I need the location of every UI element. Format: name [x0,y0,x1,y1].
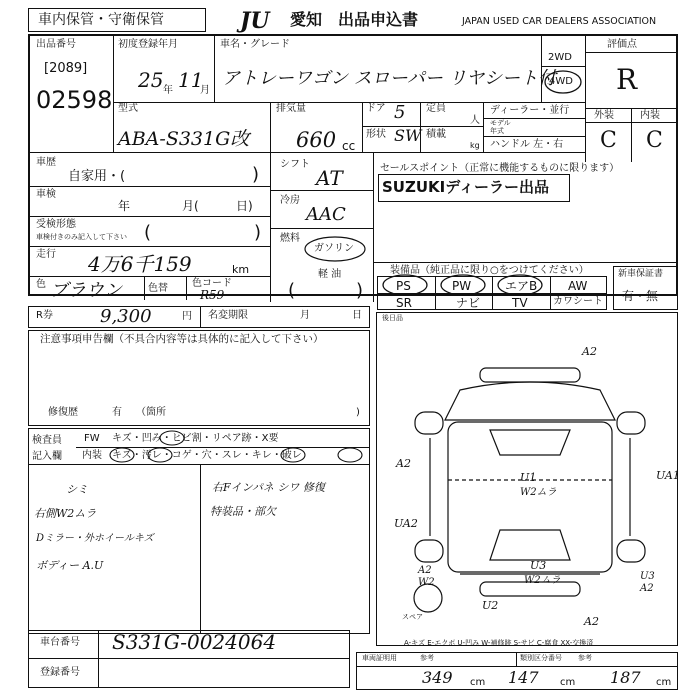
rear-box [376,312,678,326]
aircon-value: AAC [306,204,346,225]
exterior-label: 外装 [594,110,614,121]
mileage-unit: km [232,263,250,276]
form-title: 出品申込書 [338,10,419,29]
equipment-item-tv: TV [512,296,528,310]
door-value: 5 [394,102,406,123]
mark-a2-right: A2 [640,583,654,594]
mark-u3-right: U3 [640,571,655,582]
shape-label: 形状 [366,129,386,140]
color-change-label: 色替 [148,283,168,294]
car-name-value: アトレーワゴン スローパー リヤシート付 [222,68,557,89]
fuel-label: 燃料 [280,233,300,244]
inspector-circles [110,430,370,466]
mark-a2-top: A2 [582,345,597,358]
car-name-label: 車名・グレード [220,39,290,50]
bottom-right-label2: 類別区分番号 [520,654,562,662]
mark-u2: U2 [482,599,499,612]
repair-value: 有 [112,407,122,418]
load-label: 積載 [426,129,446,140]
capacity-label: 定員 [426,103,446,114]
bottom-right-v2: 147 [508,668,539,687]
drive-4wd-circle [541,67,585,99]
warranty-value: 有・無 [622,289,659,303]
reg-number-label: 登録番号 [40,667,80,678]
spare-label: スペア [402,613,423,621]
load-unit: kg [470,141,480,150]
drive-4wd: 4WD [549,76,573,87]
selling-points-label: セールスポイント（正常に機能するものに限ります） [380,163,620,174]
color-value: ブラウン [50,280,122,301]
mark-ua1: UA1 [656,469,680,482]
fuel-gasoline-circle [302,236,372,264]
equipment-item-aw: AW [568,279,588,293]
color-code-value: R59 [200,288,225,302]
dealer-row2b: 年式 [490,127,504,135]
equipment-circles [377,274,557,298]
repair-close: ) [356,407,360,418]
name-change-day: 日 [352,310,362,321]
registration-year: 25 [138,68,164,92]
lot-code: [2089] [44,61,88,76]
diagram-legend: A-キズ E-エクボ U-凹み W-補修跡 S-サビ C-腐食 XX-交換済 [404,639,594,647]
reception-paren-open: ( [144,222,152,243]
inspection-month: 月( [182,199,199,213]
exterior-value: C [600,128,617,153]
ju-logo-mark: JU [240,8,270,34]
fuel-paren-close: ) [356,280,364,301]
reception-label: 受検形態 [36,219,76,230]
inspector-label1: 検査員 [32,435,62,446]
registration-label: 初度登録年月 [118,39,178,50]
equipment-item-sr: SR [396,296,412,310]
inspection-year: 年 [118,199,131,213]
chassis-label: 車台番号 [40,637,80,648]
dealer-row1: ディーラー・並行 [490,105,570,116]
notice-label: 注意事項申告欄（不具合内容等は具体的に記入して下さい） [40,333,324,345]
note-line-3: 右側W2ムラ [34,507,97,520]
bottom-right-v3: 187 [610,668,641,687]
recycle-unit: 円 [182,311,192,322]
dealer-row3: ハンドル 左・右 [490,139,564,150]
fuel-diesel: 軽 油 [318,269,342,280]
grade-label: 評価点 [607,39,637,50]
inspection-label: 車検 [36,189,56,200]
registration-month-suffix: 月 [200,85,210,96]
reception-note: 車検付きのみ記入して下さい [36,233,127,241]
inspector-row2: キズ・汚レ・コゲ・穴・スレ・キレ・破レ [112,450,302,461]
inspection-day: 日) [236,199,253,213]
note-line-2: 右Fインパネ シワ 修復 [212,481,325,494]
mark-w2-lowleft: W2 [418,577,435,588]
mileage-label: 走行 [36,249,56,260]
model-label: 型式 [118,103,138,114]
selling-points-value: SUZUKIディーラー出品 [382,178,550,196]
interior-value: C [646,128,663,153]
association-label: JAPAN USED CAR DEALERS ASSOCIATION [462,16,657,27]
aircon-label: 冷房 [280,195,300,206]
name-change-label: 名変期限 [208,310,248,321]
dealer-row2a: モデル [490,119,511,127]
storage-label: 車内保管・守衛保管 [38,12,164,28]
displacement-value: 660 [296,128,337,152]
mark-w2-lower: W2ムラ [524,575,561,586]
rear-label: 後日品 [382,314,403,322]
inspector-row2-head: 内装 [82,450,102,461]
note-line-4: 特装品・部欠 [210,505,276,518]
recycle-value: 9,300 [100,306,152,327]
mark-a2-bottom: A2 [584,615,599,628]
door-label: ドア [366,103,386,114]
capacity-unit: 人 [470,115,480,126]
ju-logo [240,8,288,32]
inspector-row1-head: FW [84,433,100,444]
history-close: ) [252,164,260,185]
equipment-item-kawa: カワシート [553,296,603,307]
history-label: 車歴 [36,157,56,168]
mark-u1: U1 [520,471,537,484]
displacement-label: 排気量 [276,103,306,114]
grade-value: R [616,63,638,96]
mark-ua2: UA2 [394,517,418,530]
lot-number: 02598 [36,86,113,114]
mark-a2-left: A2 [396,457,411,470]
note-line-5: Dミラー・外ホイールキズ [36,533,154,544]
inspector-label2: 記入欄 [32,451,62,462]
mileage-value: 4万6千159 [88,252,192,276]
interior-label: 内装 [640,110,660,121]
registration-year-suffix: 年 [163,85,173,96]
note-line-6: ボディー A.U [36,559,104,572]
history-value: 自家用・( [68,169,126,184]
drive-2wd: 2WD [548,52,572,63]
shift-value: AT [316,166,343,190]
chassis-value: S331G-0024064 [112,630,277,654]
recycle-box [28,306,370,328]
mark-u3-centre: U3 [530,559,547,572]
repair-label: 修復歴 [48,407,78,418]
fuel-paren-open: ( [288,280,296,301]
inspector-row1: キズ・凹み・ヒビ割・リペア跡・X要 [112,433,279,444]
shift-label: シフト [280,159,310,170]
equipment-item-navi: ナビ [456,296,481,310]
bottom-right-label1b: 参考 [420,654,434,662]
equipment-item-ps: PS [396,279,411,293]
recycle-label: R券 [36,310,53,321]
name-change-month: 月 [300,310,310,321]
fuel-gasoline: ガソリン [314,243,354,254]
equipment-item-airbag: エアB [505,279,538,293]
equipment-label: 装備品（純正品に限り○をつけてください） [390,265,589,276]
reception-paren-close: ) [254,222,262,243]
displacement-unit: cc [342,139,356,153]
registration-month: 11 [178,68,204,92]
bottom-right-label1: 車両証明用 [362,654,397,662]
color-label: 色 [36,279,46,290]
model-value: ABA-S331G改 [118,128,250,150]
color-code-label: 色コード [192,278,232,289]
lot-label: 出品番号 [36,39,76,50]
mark-w2-upper: W2ムラ [520,487,557,498]
note-line-1: シミ [66,483,88,496]
brand-label: 愛知 [290,10,323,29]
shape-value: SW [394,126,422,145]
warranty-label: 新車保証書 [618,269,664,279]
bottom-right-label2b: 参考 [578,654,592,662]
bottom-right-u2: cm [560,677,576,688]
repair-place: （箇所 [136,407,166,418]
equipment-item-pw: PW [452,279,472,293]
mark-a2-lowleft: A2 [418,565,432,576]
bottom-right-v1: 349 [422,668,453,687]
bottom-right-u3: cm [656,677,672,688]
bottom-right-u1: cm [470,677,486,688]
